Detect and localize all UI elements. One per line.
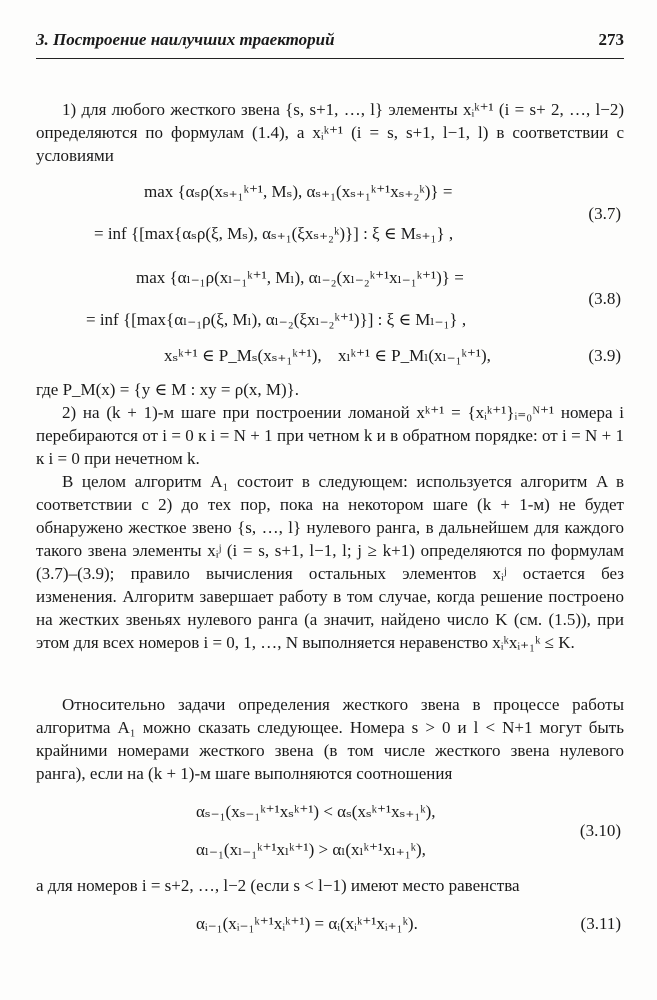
chapter-title: 3. Построение наилучших траекторий	[36, 30, 335, 49]
equation-3-10-line-1	[36, 800, 624, 824]
equation-3-11	[36, 912, 624, 936]
equation-number-3-8: (3.8)	[588, 289, 621, 308]
paragraph-3: В целом алгоритм A₁ состоит в следующем: используется алгоритм A в соответствии с 2) до тех пор, пока на некотором шаге (k + 1-м) не будет обнаружено жесткое звено {s, …, l} нулевого ранга, в дальнейшем для каждого такого звена элементы xᵢʲ (i = s, s+1, l−1, l; j ≥ k+1) определяются по формулам (3.7)–(3.9); правило вычисления остальных элементов xᵢʲ остается без изменения. Алгоритм завершает работу в том случае, когда решение построено на жестких звеньях нулевого ранга (а значит, найдено число K (см. (1.5)), при этом для всех номеров i = 0, 1, …, N выполняется неравенство xᵢᵏxᵢ₊₁ᵏ ≤ K.	[36, 472, 624, 652]
equation-3-9	[36, 344, 624, 368]
header-rule	[36, 58, 624, 59]
equation-text: xₗᵏ⁺¹ ∈ P_Mₗ(xₗ₋₁ᵏ⁺¹),	[338, 346, 491, 365]
equation-3-8-line-1	[36, 266, 624, 290]
equation-text: = inf {[max{αₗ₋₁ρ(ξ, Mₗ), αₗ₋₂(ξxₗ₋₂ᵏ⁺¹)}] : ξ ∈ Mₗ₋₁} ,	[86, 310, 467, 329]
equation-text: αₗ₋₁(xₗ₋₁ᵏ⁺¹xₗᵏ⁺¹) > αₗ(xₗᵏ⁺¹xₗ₊₁ᵏ),	[196, 840, 426, 859]
equation-text: αₛ₋₁(xₛ₋₁ᵏ⁺¹xₛᵏ⁺¹) < αₛ(xₛᵏ⁺¹xₛ₊₁ᵏ),	[196, 802, 436, 821]
equation-number-3-9: (3.9)	[588, 346, 621, 365]
paragraph-4: Относительно задачи определения жесткого звена в процессе работы алгоритма A₁ можно сказать следующее. Номера s > 0 и l < N+1 могут быть крайними номерами жесткого звена (в том числе жесткого звена нулевого ранга), если на (k + 1)-м шаге выполняются соотношения	[36, 695, 624, 783]
paragraph-5: а для номеров i = s+2, …, l−2 (если s < l−1) имеют место равенства	[36, 876, 520, 895]
page-number: 273	[598, 30, 624, 49]
equation-3-7-line-1	[36, 180, 624, 204]
equation-3-7-line-2	[36, 222, 624, 246]
equation-text: max {αₛρ(xₛ₊₁ᵏ⁺¹, Mₛ), αₛ₊₁(xₛ₊₁ᵏ⁺¹xₛ₊₂ᵏ)} =	[144, 182, 453, 201]
equation-number-3-7: (3.7)	[588, 204, 621, 223]
paragraph-1: 1) для любого жесткого звена {s, s+1, …, l} элементы xᵢᵏ⁺¹ (i = s+ 2, …, l−2) определяются по формулам (1.4), а xᵢᵏ⁺¹ (i = s, s+1, l−1, l) в соответствии с условиями	[36, 100, 624, 165]
equation-3-10-line-2	[36, 838, 624, 862]
equation-3-8-line-2	[36, 308, 624, 332]
equation-text: = inf {[max{αₛρ(ξ, Mₛ), αₛ₊₁(ξxₛ₊₂ᵏ)}] : ξ ∈ Mₛ₊₁} ,	[94, 224, 454, 243]
paragraph-definition: где P_M(x) = {y ∈ M : xy = ρ(x, M)}.	[36, 380, 300, 399]
equation-text: xₛᵏ⁺¹ ∈ P_Mₛ(xₛ₊₁ᵏ⁺¹),	[164, 346, 322, 365]
running-header	[36, 30, 624, 54]
paragraph-2: 2) на (k + 1)-м шаге при построении ломаной xᵏ⁺¹ = {xᵢᵏ⁺¹}ᵢ₌₀ᴺ⁺¹ номера i перебираются от i = 0 к i = N + 1 при четном k и в обратном порядке: от i = N + 1 к i = 0 при нечетном k.	[36, 403, 624, 468]
equation-number-3-11: (3.11)	[580, 914, 621, 933]
equation-number-3-10: (3.10)	[579, 821, 621, 840]
equation-text: max {αₗ₋₁ρ(xₗ₋₁ᵏ⁺¹, Mₗ), αₗ₋₂(xₗ₋₂ᵏ⁺¹xₗ₋₁ᵏ⁺¹)} =	[136, 268, 464, 287]
equation-text: αᵢ₋₁(xᵢ₋₁ᵏ⁺¹xᵢᵏ⁺¹) = αᵢ(xᵢᵏ⁺¹xᵢ₊₁ᵏ).	[196, 914, 418, 933]
